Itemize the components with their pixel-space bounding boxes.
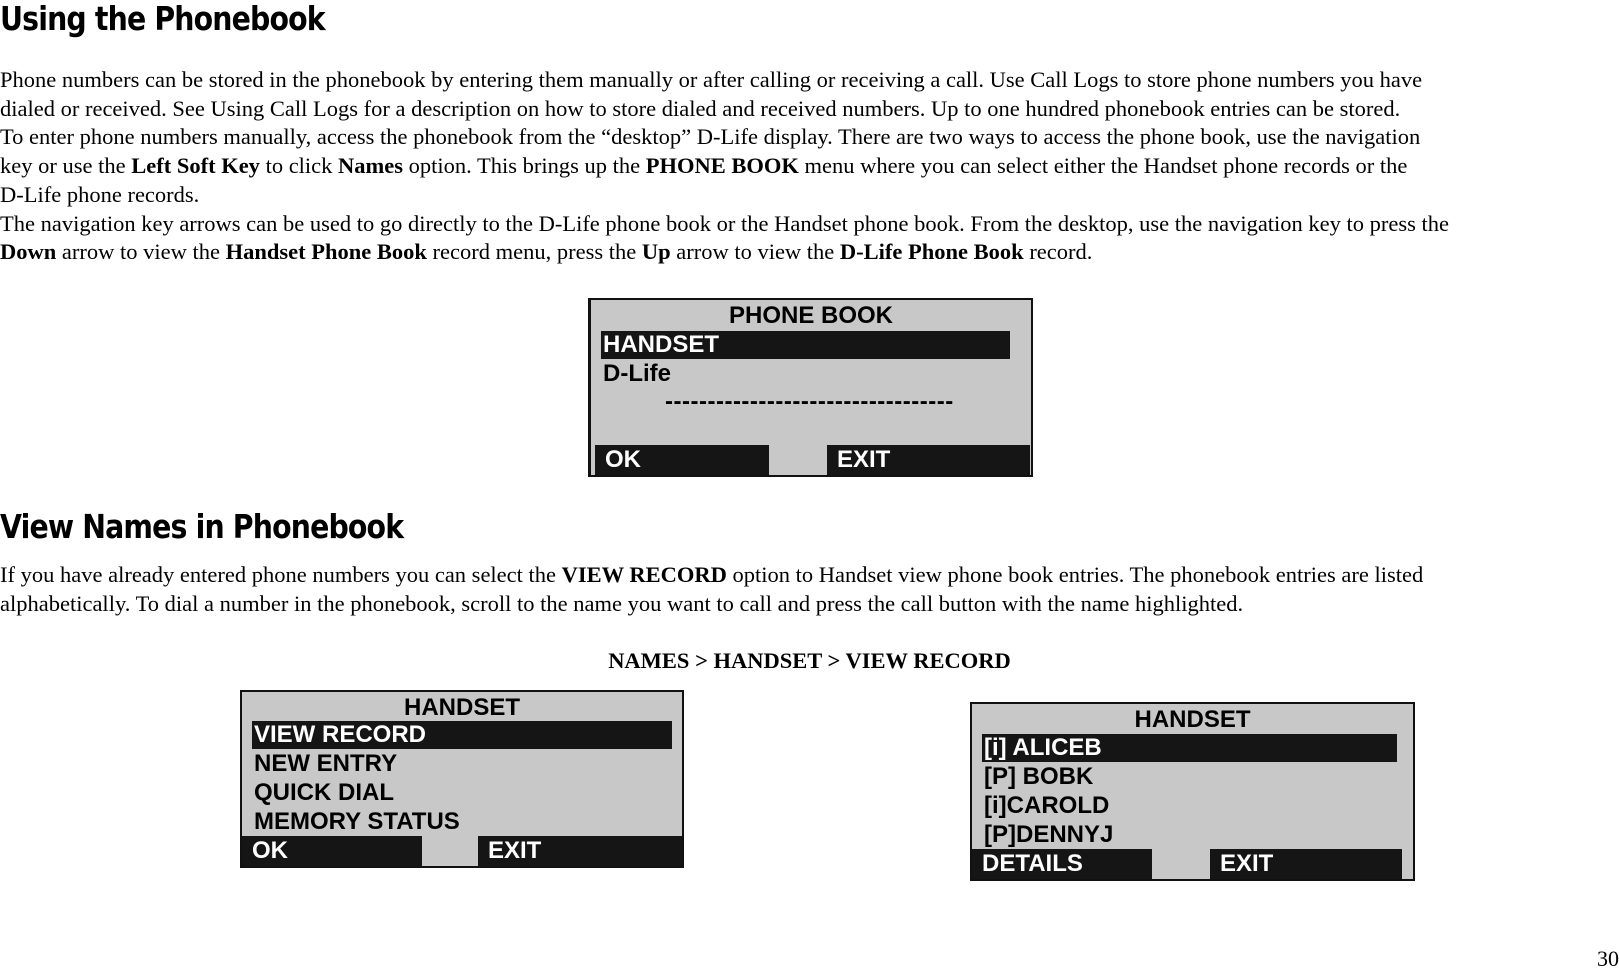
paragraph-line <box>0 181 1449 210</box>
paragraph-line <box>0 66 1449 95</box>
menu-item-handset[interactable]: HANDSET <box>601 331 1010 359</box>
page-number: 30 <box>1597 946 1619 971</box>
section2-paragraph <box>0 561 1423 618</box>
text-run: Phone numbers can be stored in the phonebook by entering them manually or after calling or receiving a call. Use Call Logs to store phone numbers you have <box>0 67 1423 92</box>
text-run: If you have already entered phone numbers you can select the <box>0 562 562 587</box>
paragraph-line <box>0 210 1449 239</box>
text-run: The navigation key arrows can be used to go directly to the D-Life phone book or the Handset phone book. From the desktop, use the navigation key to press the <box>0 210 1450 236</box>
bold-term: Left Soft Key <box>131 153 260 179</box>
exit-soft-key[interactable]: EXIT <box>478 836 682 866</box>
text-run: menu where you can select either the Handset phone records or the <box>798 153 1408 179</box>
handset-list-screen <box>970 702 1415 881</box>
menu-item-dlife[interactable]: D-Life <box>603 360 671 387</box>
bold-term: Handset Phone Book <box>225 239 427 265</box>
menu-item-view-record[interactable]: VIEW RECORD <box>252 721 672 749</box>
screen-title: HANDSET <box>403 694 520 721</box>
text-run: dialed or received. See Using Call Logs for a description on how to store dialed and received numbers. Up to one hundred phonebook entries can be stored. <box>0 95 1401 121</box>
ok-soft-key[interactable]: OK <box>595 445 769 475</box>
text-run: D-Life phone records. <box>0 181 200 207</box>
text-run: option to Handset view phone book entries. The phonebook entries are listed <box>726 562 1424 587</box>
paragraph-line <box>0 123 1449 152</box>
paragraph-line <box>0 238 1449 267</box>
menu-item-new-entry[interactable]: NEW ENTRY <box>254 750 398 777</box>
bold-term: VIEW RECORD <box>561 562 727 587</box>
contact-row-dennyj[interactable]: [P]DENNYJ <box>984 821 1114 848</box>
separator-line: ---------------------------------- <box>665 388 954 415</box>
text-run: key or use the <box>0 153 132 179</box>
contact-row-carold[interactable]: [i]CAROLD <box>984 792 1110 819</box>
paragraph-line <box>0 590 1423 619</box>
details-soft-key[interactable]: DETAILS <box>972 849 1152 879</box>
menu-item-quick-dial[interactable]: QUICK DIAL <box>254 779 394 806</box>
section1-paragraph <box>0 66 1449 267</box>
text-run: arrow to view the <box>670 239 840 265</box>
ok-soft-key[interactable]: OK <box>242 836 422 866</box>
contact-row-bobk[interactable]: [P] BOBK <box>984 763 1094 790</box>
bold-term: Down <box>0 239 57 265</box>
phonebook-screen <box>588 298 1033 477</box>
text-run: record. <box>1023 239 1093 265</box>
exit-soft-key[interactable]: EXIT <box>1210 849 1402 879</box>
text-run: alphabetically. To dial a number in the phonebook, scroll to the name you want to call and press the call button with the name highlighted. <box>0 590 1244 616</box>
navigation-path-caption: NAMES > HANDSET > VIEW RECORD <box>608 648 1011 673</box>
section-heading-view-names: View Names in Phonebook <box>0 507 404 546</box>
paragraph-line <box>0 561 1423 590</box>
section-heading-using-phonebook: Using the Phonebook <box>0 0 325 38</box>
text-run: option. This brings up the <box>403 153 646 179</box>
bold-term: PHONE BOOK <box>645 153 799 179</box>
menu-item-memory-status[interactable]: MEMORY STATUS <box>254 808 460 835</box>
bold-term: D-Life Phone Book <box>839 239 1024 265</box>
contact-row-aliceb[interactable]: [i] ALICEB <box>982 734 1397 762</box>
text-run: arrow to view the <box>56 239 226 265</box>
paragraph-line <box>0 95 1449 124</box>
screen-title: PHONE BOOK <box>728 302 893 329</box>
exit-soft-key[interactable]: EXIT <box>827 445 1030 475</box>
screen-title: HANDSET <box>1134 706 1251 733</box>
bold-term: Names <box>338 153 404 179</box>
text-run: record menu, press the <box>426 239 642 265</box>
text-run: To enter phone numbers manually, access the phonebook from the “desktop” D-Life display. There are two ways to access the phone book, use the navigation <box>0 124 1421 150</box>
handset-menu-screen <box>240 690 684 868</box>
bold-term: Up <box>641 239 671 265</box>
paragraph-line <box>0 152 1449 181</box>
text-run: to click <box>259 153 339 179</box>
